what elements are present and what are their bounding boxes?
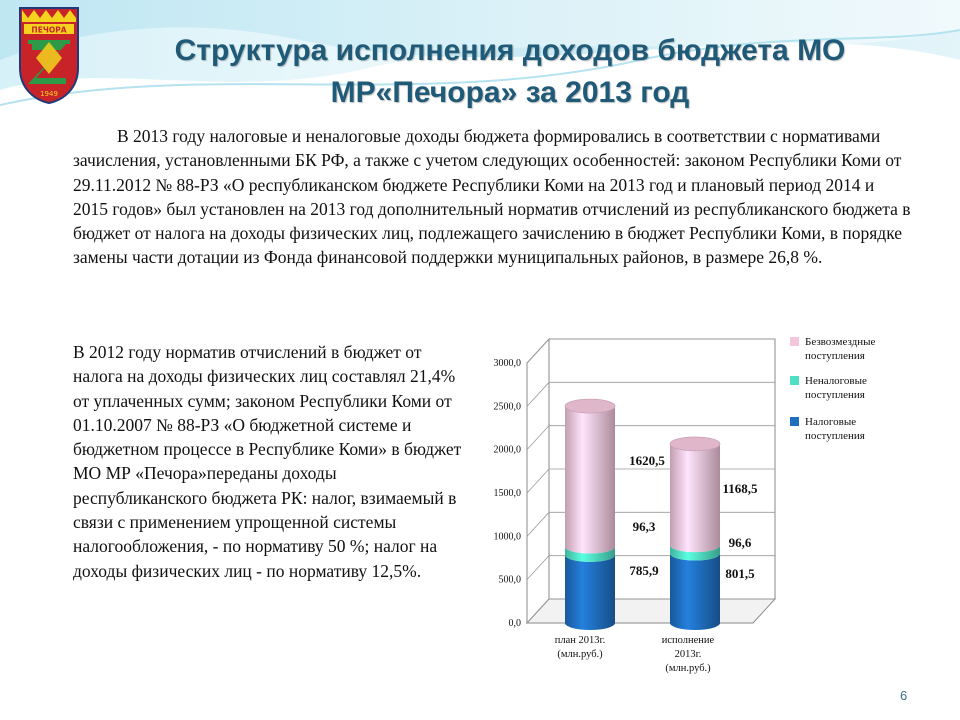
category-label: (млн.руб.): [557, 649, 603, 660]
data-label: 96,6: [728, 535, 752, 550]
legend-label: поступления: [805, 430, 865, 442]
category-label: (млн.руб.): [665, 663, 711, 674]
category-label: 2013г.: [674, 649, 702, 660]
legend-swatch: [790, 417, 799, 426]
bar-segment: [670, 554, 720, 630]
data-label: 785,9: [629, 563, 659, 578]
y-tick-label: 500,0: [498, 574, 521, 586]
y-tick-label: 0,0: [508, 618, 521, 629]
bar-segment: [565, 555, 615, 630]
chart-floor: [527, 599, 775, 623]
data-label: 1620,5: [629, 453, 665, 468]
legend-swatch: [790, 376, 799, 385]
y-tick-label: 1500,0: [493, 488, 521, 499]
bar-top-cap: [670, 437, 720, 451]
y-tick-label: 2500,0: [493, 401, 521, 413]
logo-text: ПЕЧОРА: [31, 25, 67, 35]
body-paragraph-1: [73, 124, 913, 270]
revenue-structure-chart: [470, 325, 930, 685]
bar-segment: [670, 444, 720, 552]
body-paragraph-1-text: В 2013 году налоговые и неналоговые доходы бюджета формировались в соответствии с нормативами зачисления, установленными БК РФ, а также с учетом следующих особенностей: законом Республики Коми от 29.11.2012 № 88-РЗ «О республиканском бюджете Республики Коми на 2013 год и плановый период 2014 и 2015 годов» был установлен на 2013 год дополнительный норматив отчислений из республиканского бюджета в бюджет от налога на доходы физических лиц, подлежащего зачислению в бюджет Республики Коми, в порядке замены части дотации из Фонда финансовой поддержки муниципальных районов, в размере 26,8 %.: [73, 126, 911, 268]
title-line-2: МР«Печора» за 2013 год: [330, 76, 690, 109]
legend-label: Неналоговые: [805, 375, 867, 387]
body-paragraph-2: В 2012 году норматив отчислений в бюджет от налога на доходы физических лиц составлял 21,4% от уплаченных сумм; законом Республики Коми от 01.10.2007 № 88-РЗ «О бюджетной системе и бюджетном процессе в Республике Коми» в бюджет МО МР «Печора»переданы доходы республиканского бюджета РК: налог, взимаемый в связи с применением упрощенной системы налогообложения, - по нормативу 50 %; налог на доходы физических лиц - по нормативу 12,5%.: [73, 342, 462, 581]
y-tick-label: 1000,0: [493, 531, 521, 543]
data-label: 801,5: [725, 566, 755, 581]
legend-label: поступления: [805, 350, 865, 362]
category-label: исполнение: [661, 635, 715, 646]
bar-segment: [565, 406, 615, 553]
slide-title: [110, 30, 910, 114]
coat-of-arms-logo: [18, 6, 80, 104]
legend-label: Безвозмездные: [805, 336, 876, 348]
bar-top-cap: [565, 399, 615, 413]
title-line-1: Структура исполнения доходов бюджета МО: [174, 34, 846, 67]
page-number: 6: [900, 688, 908, 703]
legend-label: поступления: [805, 389, 865, 401]
category-label: план 2013г.: [554, 635, 606, 646]
data-label: 96,3: [632, 519, 656, 534]
y-tick-label: 2000,0: [493, 444, 521, 456]
legend-label: Налоговые: [805, 416, 857, 428]
logo-year: 1949: [40, 90, 58, 98]
legend-swatch: [790, 337, 799, 346]
y-tick-label: 3000,0: [493, 358, 521, 369]
data-label: 1168,5: [722, 481, 758, 496]
